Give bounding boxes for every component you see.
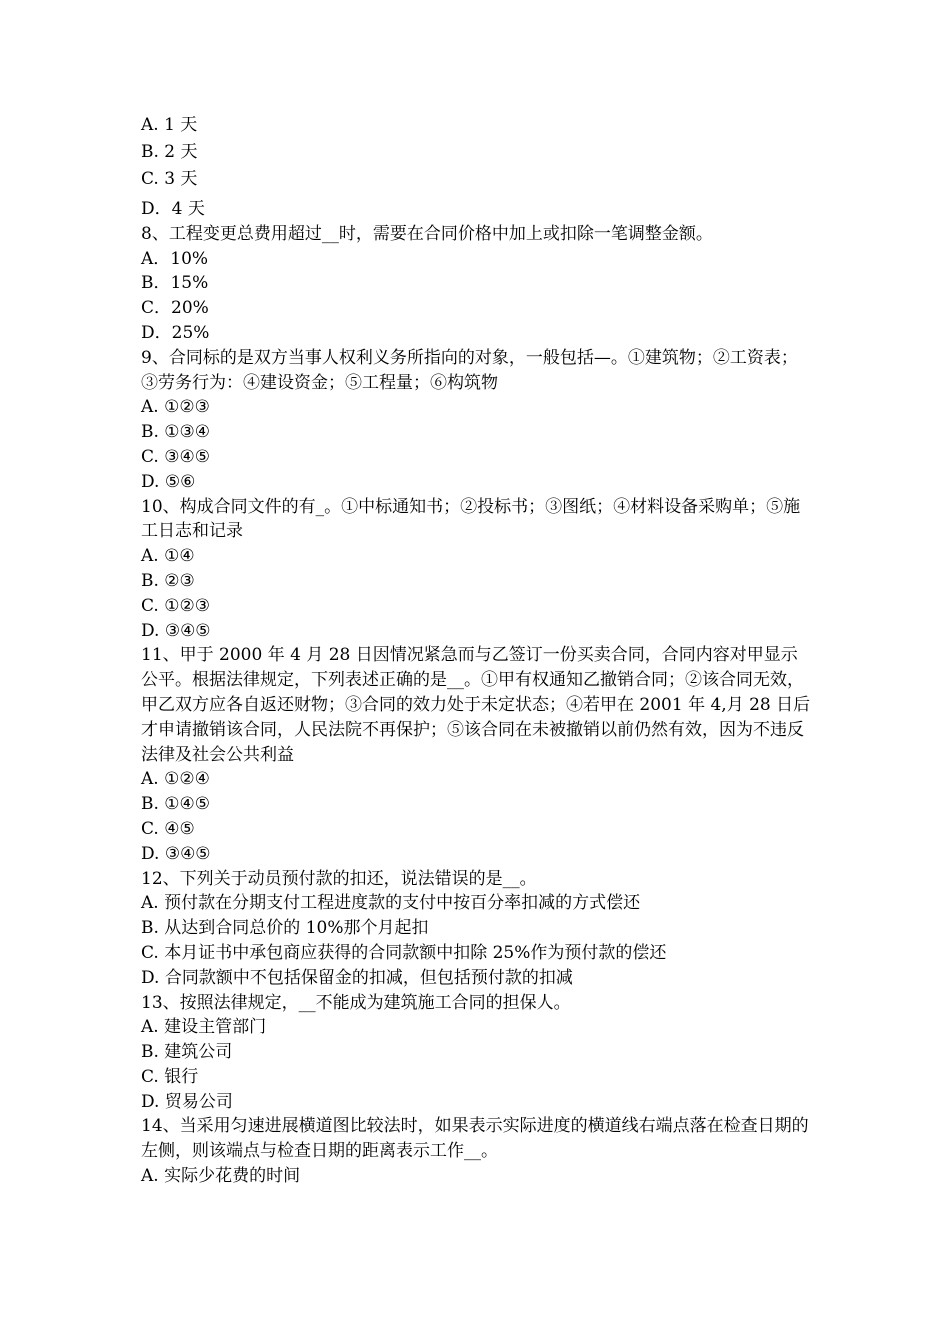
q12-option-a: A. 预付款在分期支付工程进度款的支付中按百分率扣减的方式偿还	[141, 893, 641, 914]
q11-option-a: A. ①②④	[141, 769, 210, 790]
q9-option-d: D. ⑤⑥	[141, 471, 196, 492]
q13-option-b: B. 建筑公司	[141, 1042, 233, 1063]
q13-option-a: A. 建设主管部门	[141, 1017, 267, 1038]
q8-option-a: A．10%	[141, 248, 209, 269]
q14-option-a: A. 实际少花费的时间	[141, 1166, 301, 1187]
q11-stem: 11、甲于 2000 年 4 月 28 日因情况紧急而与乙签订一份买卖合同，合同内容对甲显示公平。根据法律规定，下列表述正确的是__。①甲有权通知乙撤销合同；②该合同无效，甲乙双方应各自返还财物；③合同的效力处于未定状态；④若甲在 2001 年 4,月 28 日后才申请撤销该合同，人民法院不再保护；⑤该合同在未被撤销以前仍然有效，因为不违反法律及社会公共利益	[141, 645, 811, 765]
q8-option-c: C．20%	[141, 298, 209, 319]
q8-option-d: D．25%	[141, 322, 210, 343]
q7-option-d: D．4 天	[141, 199, 205, 219]
q7-option-b: B. 2 天	[141, 142, 198, 162]
q10-option-b: B. ②③	[141, 570, 195, 591]
q12-option-c: C. 本月证书中承包商应获得的合同款额中扣除 25%作为预付款的偿还	[141, 942, 667, 963]
q9-option-b: B. ①③④	[141, 422, 211, 443]
q11-option-b: B. ①④⑤	[141, 794, 211, 815]
q9-stem: 9、合同标的是双方当事人权利义务所指向的对象，一般包括—。①建筑物；②工资表；③劳务行为：④建设资金；⑤工程量；⑥构筑物	[141, 347, 798, 393]
q12-stem: 12、下列关于动员预付款的扣还，说法错误的是__。	[141, 868, 537, 889]
q13-option-d: D. 贸易公司	[141, 1091, 233, 1112]
q10-option-d: D. ③④⑤	[141, 620, 211, 641]
q9-option-a: A. ①②③	[141, 397, 210, 418]
q9-option-c: C. ③④⑤	[141, 446, 210, 467]
q14-stem: 14、当采用匀速进展横道图比较法时，如果表示实际进度的横道线右端点落在检查日期的左侧，则该端点与检查日期的距离表示工作__。	[141, 1116, 809, 1162]
q11-option-c: C. ④⑤	[141, 818, 195, 839]
q8-stem: 8、工程变更总费用超过__时，需要在合同价格中加上或扣除一笔调整金额。	[141, 223, 713, 244]
q11-option-d: D. ③④⑤	[141, 843, 211, 864]
q12-option-b: B. 从达到合同总价的 10%那个月起扣	[141, 918, 429, 939]
q7-option-c: C. 3 天	[141, 169, 198, 189]
q10-stem: 10、构成合同文件的有_。①中标通知书；②投标书；③图纸；④材料设备采购单；⑤施工日志和记录	[141, 496, 801, 542]
q13-option-c: C. 银行	[141, 1066, 199, 1087]
q10-option-c: C. ①②③	[141, 595, 210, 616]
q12-option-d: D. 合同款额中不包括保留金的扣减，但包括预付款的扣减	[141, 967, 573, 988]
q7-option-a: A. 1 天	[141, 115, 198, 135]
q13-stem: 13、按照法律规定，__不能成为建筑施工合同的担保人。	[141, 992, 571, 1013]
exam-content	[141, 112, 813, 1189]
q8-option-b: B．15%	[141, 273, 209, 294]
q10-option-a: A. ①④	[141, 546, 195, 567]
